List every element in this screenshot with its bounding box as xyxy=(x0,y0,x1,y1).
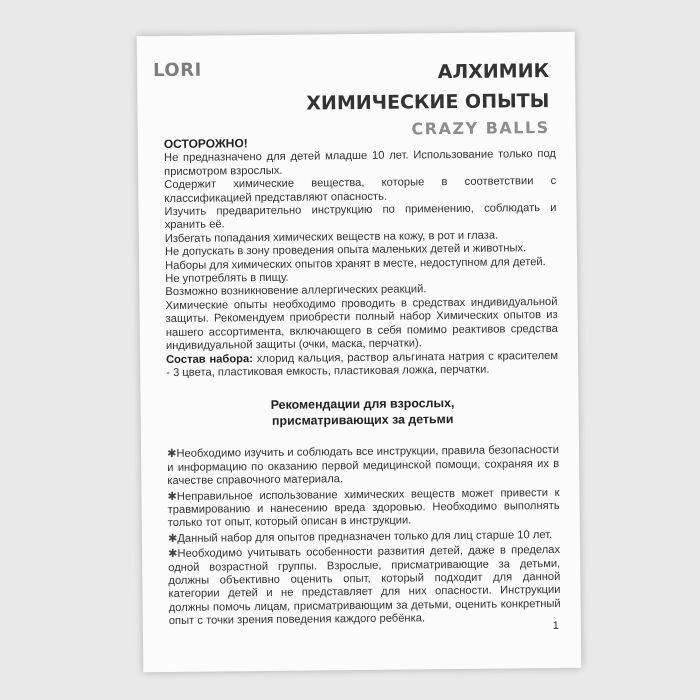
warning-heading: ОСТОРОЖНО! xyxy=(163,136,248,152)
recommendations-title xyxy=(166,394,558,430)
title-chemical-experiments: ХИМИЧЕСКИЕ ОПЫТЫ xyxy=(306,89,550,115)
kit-text: хлорид кальция, раствор альгината натрия с красителем - 3 цвета, пластиковая емкость, пластиковая ложка, перчатки. xyxy=(166,349,559,379)
warning-line: Избегать попадания химических веществ на кожу, в рот и глаза. xyxy=(164,229,499,245)
recommendation-text: Необходимо изучить и соблюдать все инструкции, правила безопасности и информацию по оказанию первой медицинской помощи, сохраняя их в качестве справочного материала. xyxy=(167,444,560,488)
bullet-icon: ✱ xyxy=(168,548,178,561)
page-number: 1 xyxy=(552,619,559,632)
instruction-sheet xyxy=(137,32,582,673)
recommendations-title-line1: Рекомендации для взрослых, xyxy=(270,396,455,413)
document-body xyxy=(164,134,561,631)
warning-line: Изучить предварительно инструкцию по применению, соблюдать и хранить её. xyxy=(164,201,557,232)
bullet-icon: ✱ xyxy=(167,490,177,503)
title-alchemist: АЛХИМИК xyxy=(437,59,550,84)
warning-line: Содержит химические вещества, которые в соответствии с классификацией представляют опасность. xyxy=(164,175,557,205)
warning-line: Возможно возникновение аллергических реакций. xyxy=(165,283,427,299)
warning-line: Наборы для химических опытов хранят в месте, недоступном для детей. xyxy=(165,255,546,272)
warning-line: Химические опыты необходимо проводить в средствах индивидуальной защиты. Рекомендуем приобрести полный набор Химических опытов из нашего ассортимента, включающего в себя помимо реактивов средства индивидуальной защиты (очки, маска, перчатки). xyxy=(165,295,558,353)
warning-line: Не употреблять в пищу. xyxy=(165,271,289,286)
recommendation-item xyxy=(167,444,559,488)
kit-contents xyxy=(166,349,558,380)
recommendation-item xyxy=(168,529,560,547)
warning-line: Не предназначено для детей младше 10 лет. Использование только под присмотром взрослых. xyxy=(163,148,557,178)
recommendation-text: Неправильное использование химических веществ может привести к травмированию и нанесению вреда здоровью. Необходимо выполнять только тот опыт, который описан в инструкции. xyxy=(167,486,560,530)
recommendation-text: Данный набор для опытов предназначен только для лиц старше 10 лет. xyxy=(177,528,553,545)
title-crazy-balls: CRAZY BALLS xyxy=(411,117,550,139)
bullet-icon: ✱ xyxy=(166,448,177,461)
warning-line: Не допускать в зону проведения опыта маленьких детей и животных. xyxy=(164,242,527,259)
recommendation-item xyxy=(168,544,561,629)
recommendations-title-line2: присматривающих за детьми xyxy=(271,412,454,429)
recommendation-text: Необходимо учитывать особенности развития детей, даже в пределах одной возрастной группы. Взрослые, присматривающие за детьми, должны объективно оценить опыт, который подходит для данной категории детей и не представляет для них опасности. Инструкции должны помочь лицам, присматривающим за детьми, оценить конкретный опыт с точки зрения поведения каждого ребёнка. xyxy=(168,544,561,628)
kit-label: Состав набора: xyxy=(166,352,254,366)
recommendation-item xyxy=(167,486,559,530)
bullet-icon: ✱ xyxy=(167,532,178,545)
brand-logo: LORI xyxy=(152,59,202,82)
